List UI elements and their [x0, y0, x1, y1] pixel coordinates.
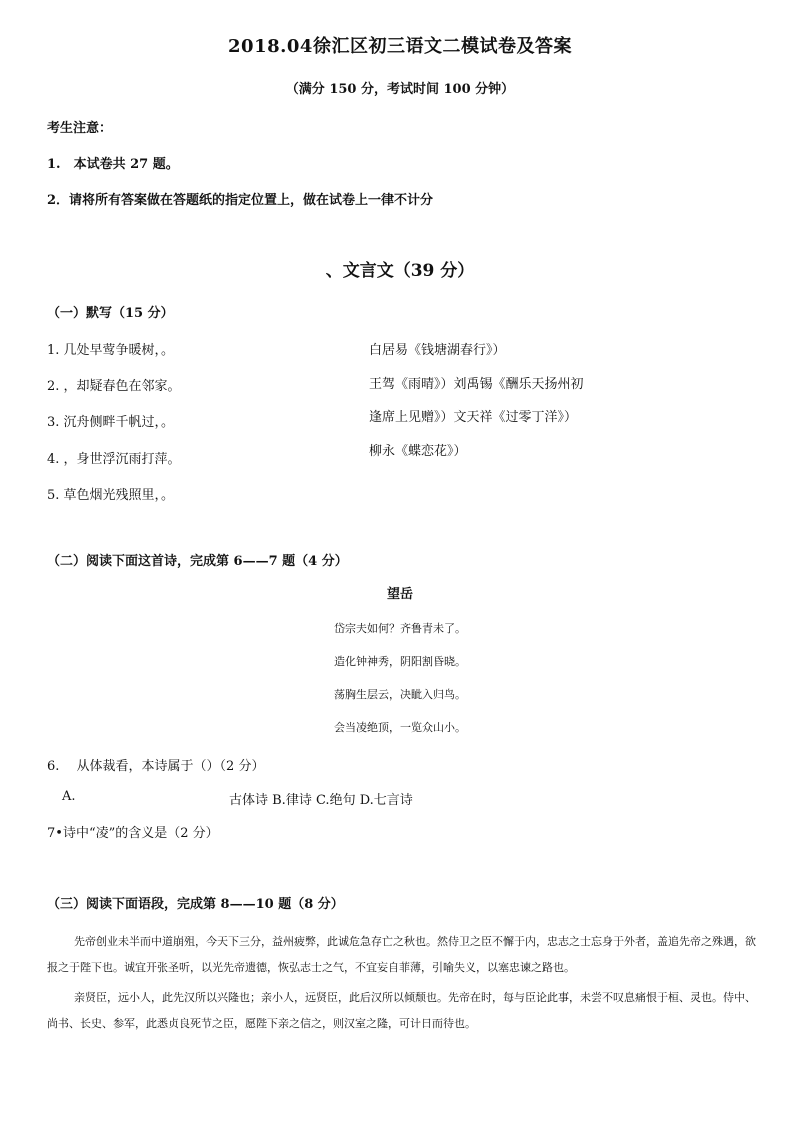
question-6-options: 古体诗 B.律诗 C.绝句 D.七言诗 [229, 793, 413, 808]
passage-paragraph-2: 亲贤臣，远小人，此先汉所以兴隆也；亲小人，远贤臣，此后汉所以倾颓也。先帝在时，每与臣论此事，未尝不叹息痛恨于桓、灵也。侍中、尚书、长史、参军，此悉贞良死节之臣，愿陛下亲之信之，则汉室之隆，可计日而待也。 [47, 991, 756, 1030]
poem-title: 望岳 [386, 587, 413, 602]
dictation-question-2: 2. ，却疑春色在邻家。 [47, 379, 181, 394]
dictation-source-1: 白居易《钱塘湖春行》） [369, 343, 506, 358]
document-subtitle: （满分 150 分，考试时间 100 分钟） [285, 82, 515, 97]
poem-line-1: 岱宗夫如何？齐鲁青未了。 [334, 622, 466, 635]
poem-line-3: 荡胸生层云，决眦入归鸟。 [334, 688, 466, 701]
question-7: 7•诗中“凌”的含义是（2 分） [47, 826, 219, 841]
part3-heading: （三）阅读下面语段，完成第 8——10 题（8 分） [47, 897, 344, 912]
dictation-question-1: 1. 几处早莺争暖树，。 [47, 343, 175, 358]
dictation-question-4: 4. ，身世浮沉雨打萍。 [47, 452, 181, 467]
section-title: 、文言文（39 分） [325, 261, 475, 281]
question-6: 6. 从体裁看，本诗属于（）（2 分） [47, 759, 265, 774]
notice-item-2: 2．请将所有答案做在答题纸的指定位置上，做在试卷上一律不计分 [47, 193, 434, 208]
question-6-option-label: A. [62, 789, 76, 804]
notice-item-1: 1. 本试卷共 27 题。 [47, 157, 179, 172]
poem-line-2: 造化钟神秀，阴阳割昏晓。 [334, 655, 466, 668]
part2-heading: （二）阅读下面这首诗，完成第 6——7 题（4 分） [47, 554, 348, 569]
dictation-source-3: 逢席上见赠》）文天祥《过零丁洋》） [369, 410, 578, 425]
notice-heading: 考生注意： [47, 121, 113, 136]
document-title: 2018.04徐汇区初三语文二模试卷及答案 [228, 36, 572, 57]
dictation-source-2: 王驾《雨晴》）刘禹锡《酬乐天扬州初 [369, 377, 584, 392]
dictation-question-5: 5. 草色烟光残照里，。 [47, 488, 175, 503]
dictation-question-3: 3. 沉舟侧畔千帆过，。 [47, 415, 175, 430]
part1-heading: （一）默写（15 分） [47, 306, 174, 321]
passage-paragraph-1: 先帝创业未半而中道崩殂，今天下三分，益州疲弊，此诚危急存亡之秋也。然侍卫之臣不懈于内，忠志之士忘身于外者，盖追先帝之殊遇，欲报之于陛下也。诚宜开张圣听，以光先帝遗德，恢弘志士之气，不宜妄自菲薄，引喻失义，以塞忠谏之路也。 [47, 935, 756, 974]
dictation-source-4: 柳永《蝶恋花》） [369, 444, 467, 459]
poem-line-4: 会当凌绝顶，一览众山小。 [334, 721, 466, 734]
